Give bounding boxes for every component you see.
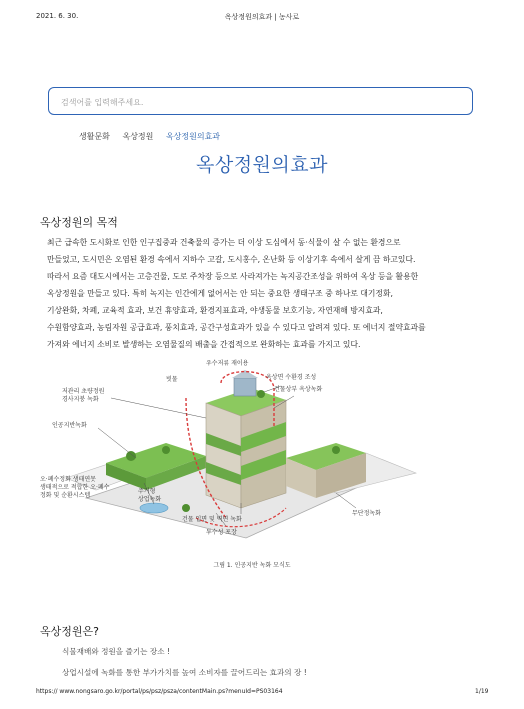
label-artificial-ground: 인공지반녹화 bbox=[52, 422, 87, 429]
label-rain-reuse: 우수저류 재이용 bbox=[206, 360, 249, 367]
page-title: 옥상정원의효과 bbox=[196, 154, 328, 176]
list-item: 상업시설에 녹화를 통한 부가가치를 높여 소비자를 끌어드리는 효과의 장 ! bbox=[62, 668, 307, 677]
label-line: 상업녹화 bbox=[138, 496, 162, 503]
list-item: 식물재배와 정원을 즐기는 장소 ! bbox=[62, 647, 171, 656]
label-line: 오·폐수정화 생태연못 bbox=[40, 476, 96, 483]
breadcrumb-item-current[interactable]: 옥상정원의효과 bbox=[165, 132, 221, 141]
label-wall bbox=[138, 488, 161, 504]
paragraph-line: 옥상정원을 만들고 있다. 특히 녹지는 인간에게 없어서는 안 되는 중요한 생태구조 중 하나로 대기정화, bbox=[47, 289, 393, 298]
breadcrumb bbox=[79, 131, 230, 142]
label-line: 정화 및 순환시스템 bbox=[40, 492, 91, 499]
print-page-title: 옥상정원의효과 | 농사로 bbox=[224, 13, 300, 21]
green-roof-diagram bbox=[36, 358, 476, 546]
label-building-top: 건물상부 옥상녹화 bbox=[274, 386, 323, 393]
label-line: 생태적으로 적합한 오·폐수 bbox=[40, 484, 110, 491]
label-wastewater bbox=[40, 476, 109, 500]
label-reduce-heat bbox=[62, 388, 104, 404]
search-input[interactable] bbox=[59, 94, 443, 110]
breadcrumb-item-living-culture[interactable]: 생활문화 bbox=[79, 132, 110, 141]
paragraph-line: 가져와 에너지 소비로 발생하는 오염물질의 배출을 간접적으로 완화하는 효과를 가지고 있다. bbox=[47, 340, 361, 349]
building-illustration bbox=[36, 358, 476, 546]
label-line: 주거형 bbox=[138, 488, 156, 495]
print-date: 2021. 6. 30. bbox=[36, 12, 79, 20]
print-url: https:// www.nongsaro.go.kr/portal/ps/psz/psza/contentMain.ps?menuId=PS03164 bbox=[36, 688, 283, 695]
section-heading-what-is: 옥상정원은? bbox=[40, 625, 99, 638]
page-counter: 1/19 bbox=[475, 688, 489, 695]
label-biotope: 옥상면 수환경 조성 bbox=[266, 374, 317, 381]
paragraph-line: 최근 급속한 도시화로 인한 인구집중과 건축물의 증가는 더 이상 도심에서 동·식물이 살 수 없는 환경으로 bbox=[47, 238, 401, 247]
label-rainwater: 빗물 bbox=[166, 376, 178, 383]
label-base: 무단정녹화 bbox=[352, 510, 381, 517]
paragraph-line: 만들었고, 도시민은 오염된 환경 속에서 지하수 고갈, 도시홍수, 온난화 등 이상기후 속에서 살게 끔 하고있다. bbox=[47, 255, 416, 264]
section-heading-purpose: 옥상정원의 목적 bbox=[40, 216, 118, 229]
purpose-paragraph bbox=[47, 234, 487, 353]
paragraph-line: 기상완화, 차폐, 교육적 효과, 보건 휴양효과, 환경지표효과, 야생동물 보호기능, 자연재해 방지효과, bbox=[47, 306, 383, 315]
search-box[interactable] bbox=[48, 87, 473, 115]
label-line: 경사지붕 녹화 bbox=[62, 396, 99, 403]
breadcrumb-item-rooftop-garden[interactable]: 옥상정원 bbox=[122, 132, 154, 141]
figure-caption: 그림 1. 인공지반 녹화 모식도 bbox=[213, 562, 291, 569]
label-permeable: 투수성 포장 bbox=[206, 529, 237, 536]
label-line: 저관리 초량정원 bbox=[62, 388, 105, 395]
paragraph-line: 따라서 요즘 대도시에서는 고층건물, 도로 주차장 등으로 사라져가는 녹지공간조성을 위하여 옥상 등을 활용한 bbox=[47, 272, 419, 281]
paragraph-line: 수원함양효과, 농림자원 공급효과, 풍치효과, 공간구성효과가 있을 수 있다고 알려져 있다. 또 에너지 절약효과를 bbox=[47, 323, 426, 332]
label-facade: 건물 입면 및 벽면 녹화 bbox=[182, 516, 242, 523]
